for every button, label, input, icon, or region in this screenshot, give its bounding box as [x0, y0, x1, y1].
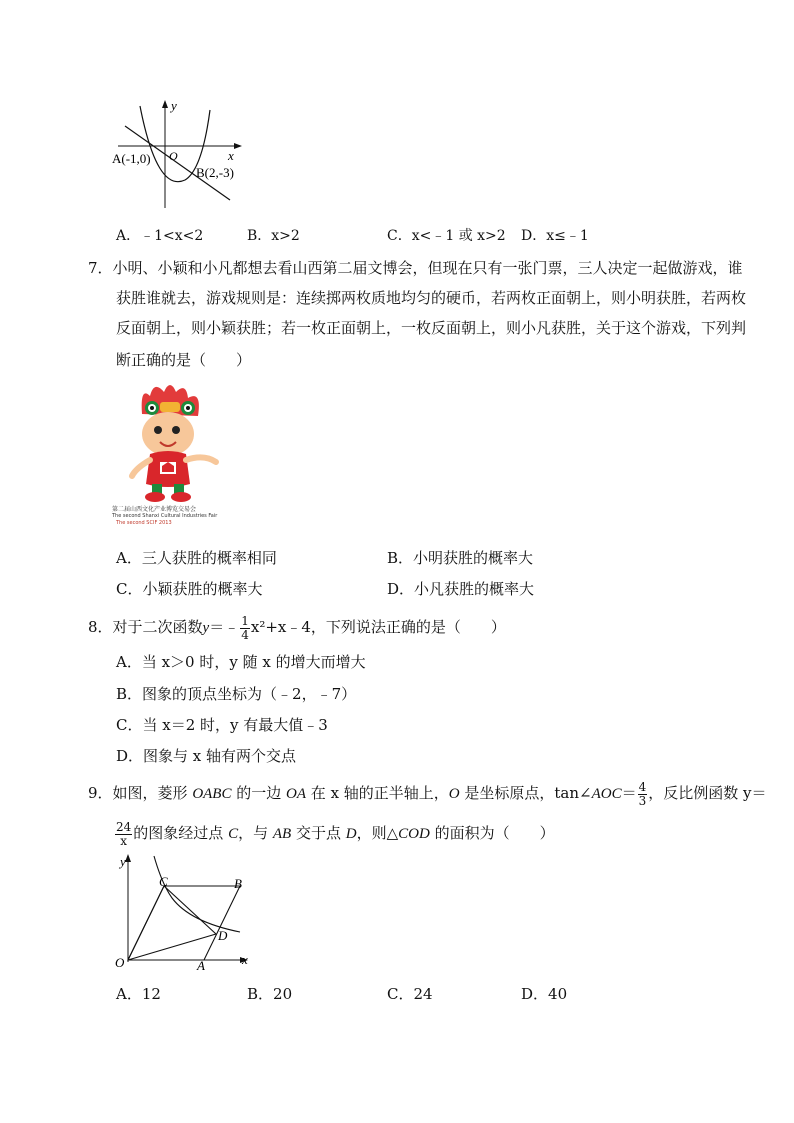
q9-graph-a-label: A [197, 958, 205, 973]
q6-option-a: A．﹣1<x<2 [116, 228, 204, 244]
q9-text: 9．如图，菱形 [88, 784, 193, 802]
q9-graph-c-label: C [159, 874, 168, 889]
mascot-caption-small: The second SCIF 2013 [116, 520, 172, 526]
q7-option-a: A．三人获胜的概率相同 [116, 549, 277, 567]
q9-text: ，反比例函数 y＝ [648, 784, 767, 802]
q9-o: O [448, 786, 460, 802]
q8-func-y: y [202, 620, 210, 636]
rhombus-hyperbola-graph [110, 852, 260, 974]
q9-stem-line-1 [88, 778, 767, 809]
q9-oa: OA [286, 786, 307, 802]
q9-stem-line-2 [114, 818, 555, 849]
q8-fraction [240, 615, 250, 642]
q8-frac-num: 1 [241, 613, 249, 628]
q8-option-d: D．图象与 x 轴有两个交点 [116, 747, 297, 765]
q9-d: D [345, 826, 357, 842]
q8-frac-den: 4 [241, 627, 249, 642]
q7-stem-line-2: 获胜谁就去，游戏规则是：连续掷两枚质地均匀的硬币，若两枚正面朝上，则小明获胜，若两枚 [116, 289, 747, 307]
q7-option-b: B．小明获胜的概率大 [387, 549, 534, 567]
q6-option-c: C．x<﹣1 或 x>2 [387, 228, 506, 244]
q9-ab: AB [272, 826, 292, 842]
q9-option-b: B．20 [247, 985, 293, 1003]
q8-option-a: A．当 x＞0 时，y 随 x 的增大而增大 [116, 653, 366, 671]
q7-option-c: C．小颖获胜的概率大 [116, 580, 263, 598]
mascot-caption-cn: 第二届山西文化产业博览交易会 [112, 506, 197, 513]
q9-k-den: x [120, 833, 128, 848]
q8-stem [88, 612, 506, 643]
q9-tan-fraction [638, 781, 648, 808]
q9-graph-y-label: y [120, 854, 126, 869]
q9-text: 的面积为（ ） [429, 824, 555, 842]
q6-option-d: D．x≤﹣1 [521, 228, 589, 244]
q9-graph-b-label: B [234, 876, 242, 891]
q9-graph-d-label: D [218, 928, 228, 943]
expo-mascot-image [112, 376, 230, 526]
q9-aoc: AOC [591, 786, 622, 802]
q7-stem-line-3: 反面朝上，则小颖获胜；若一枚正面朝上，一枚反面朝上，则小凡获胜，关于这个游戏，下列判 [116, 319, 747, 337]
q9-graph-x-label: x [242, 952, 248, 967]
q9-text: ＝ [621, 784, 637, 802]
q9-tan-num: 4 [638, 779, 647, 794]
origin-label: O [169, 149, 178, 163]
q9-k-fraction [115, 821, 132, 848]
q6-option-b: B．x>2 [247, 228, 300, 244]
q9-text: 交于点 [291, 824, 346, 842]
q9-cod: COD [398, 826, 430, 842]
q9-option-a: A．12 [116, 985, 161, 1003]
q7-stem-line-1: 7．小明、小颖和小凡都想去看山西第二届文博会，但现在只有一张门票，三人决定一起做游戏，谁 [88, 259, 743, 277]
q9-text: 的一边 [231, 784, 287, 802]
q9-text: ，与 [238, 824, 273, 842]
q9-text: 的图象经过点 [133, 824, 229, 842]
q9-c: C [228, 826, 239, 842]
q8-option-b: B．图象的顶点坐标为（﹣2，﹣7） [116, 685, 357, 703]
q9-option-d: D．40 [521, 985, 568, 1003]
q9-graph-o-label: O [115, 955, 125, 970]
parabola-line-graph [110, 98, 250, 213]
y-axis-label: y [171, 98, 177, 113]
x-axis-label: x [228, 148, 234, 163]
q8-option-c: C．当 x＝2 时，y 有最大值﹣3 [116, 716, 328, 734]
q8-func-rest: x²+x﹣4，下列说法正确的是（ ） [250, 618, 506, 636]
q9-text: 是坐标原点，tan∠ [459, 784, 592, 802]
q7-stem-line-4: 断正确的是（ ） [116, 351, 252, 369]
mascot-caption-en: The second Shanxi Cultural Industries Fair [112, 513, 218, 519]
q7-option-d: D．小凡获胜的概率大 [387, 580, 535, 598]
point-a-label: A(-1,0) [112, 151, 151, 166]
q8-stem-prefix: 8．对于二次函数 [88, 618, 203, 636]
q8-func-eq: ＝﹣ [209, 618, 240, 636]
q9-text: 在 x 轴的正半轴上， [306, 784, 449, 802]
point-b-label: B(2,-3) [196, 165, 234, 180]
q9-text: ，则△ [356, 824, 399, 842]
q9-oabc: OABC [192, 786, 232, 802]
q9-option-c: C．24 [387, 985, 433, 1003]
q9-tan-den: 3 [638, 793, 647, 808]
q9-k-num: 24 [116, 819, 132, 834]
